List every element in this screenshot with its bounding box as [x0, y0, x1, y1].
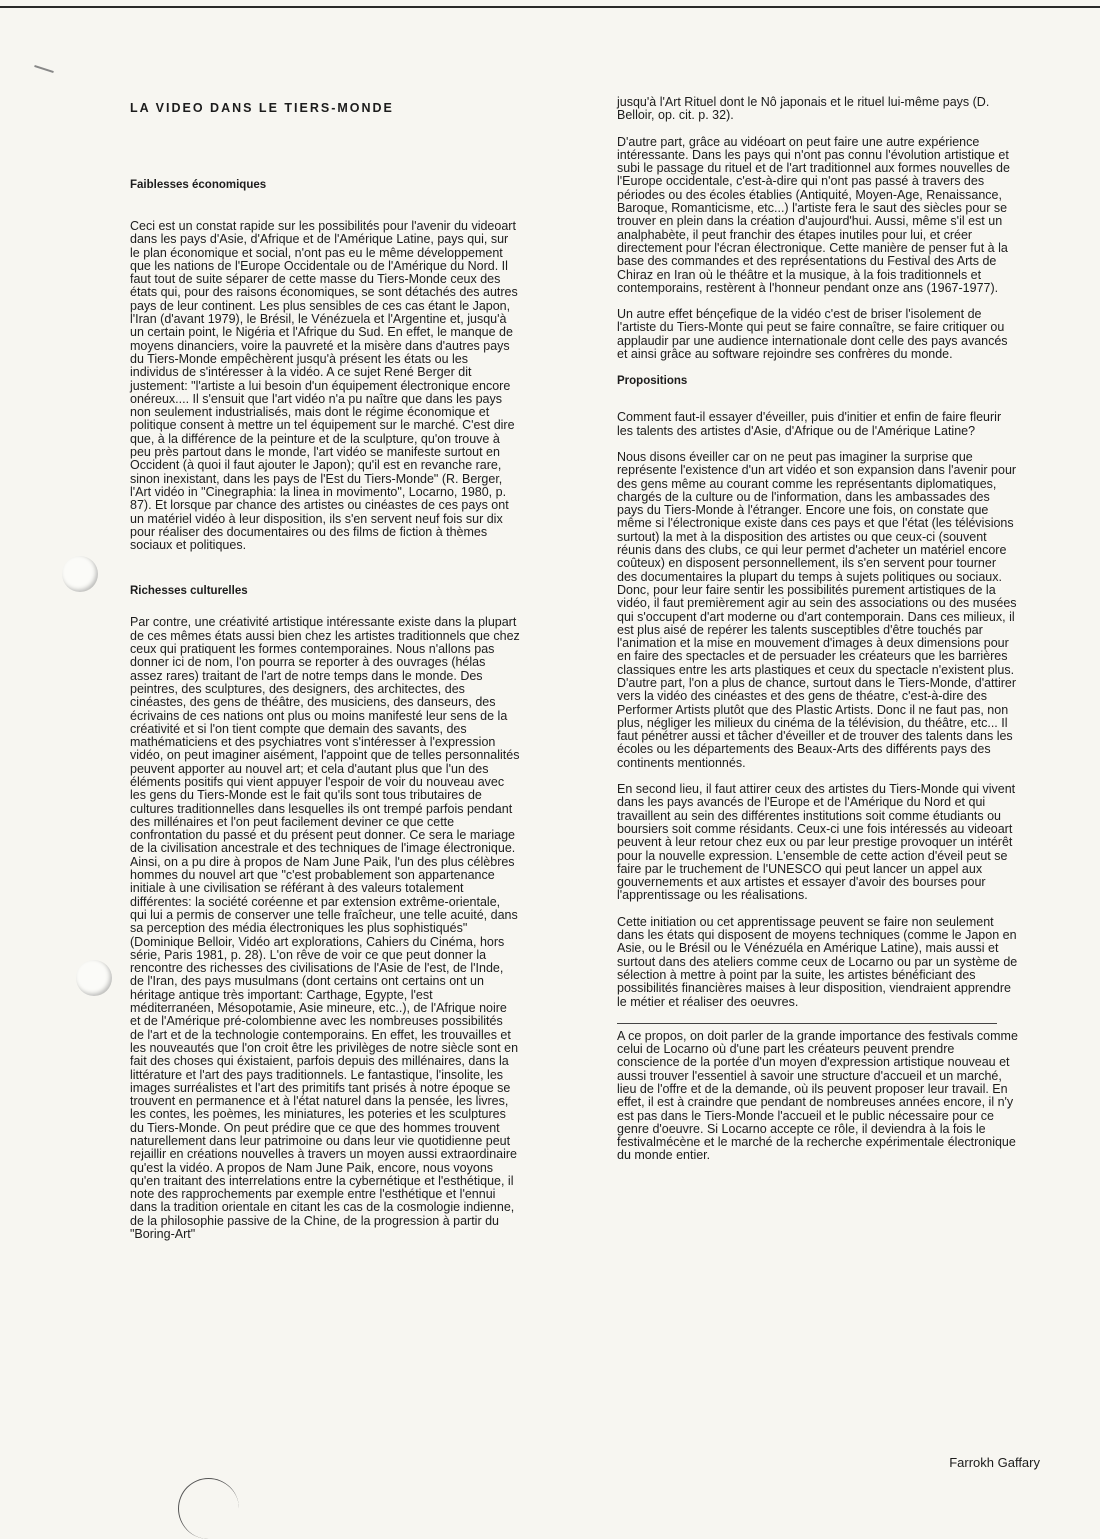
paragraph-faiblesses: Ceci est un constat rapide sur les possibilités pour l'avenir du videoart dans les pays d'Asie, d'Afrique et de l'Amérique Latine, pays qui, sur le plan économique et social, n'ont pas eu le même développement que les nations de l'Europe Occidentale ou de l'Amérique du Nord. Il faut tout de suite séparer de cette masse du Tiers-Monde ceux des états qui, pour des raisons économiques, se sont détachés des autres pays de leur continent. Les plus sensibles de ces cas étant le Japon, l'Iran (d'avant 1979), le Brésil, le Vénézuela et l'Argentine et, jusqu'à un certain point, le Nigéria et l'Afrique du Sud. En effet, le manque de moyens dinanciers, voire la pauvreté et la misère dans d'autres pays du Tiers-Monde empêchèrent jusqu'à présent les états ou les individus de s'intéresser à la vidéo. A ce sujet René Berger dit justement: "l'artiste a lui besoin d'un équipement électronique encore onéreux.... Il s'ensuit que l'art vidéo n'a pu naître que dans les pays non seulement industrialisés, mais dont le régime économique et politique consent à mettre un tel équipement sur le marché. C'est dire que, à la différence de la peinture et de la sculpture, qu'on trouve à peu près partout dans le monde, l'art vidéo se manifeste surtout en Occident (à quoi il faut ajouter le Japon); qu'il est en revanche rare, sinon inexistant, dans les pays de l'Est du Tiers-Monde" (R. Berger, l'Art vidéo in "Cinegraphia: la linea in movimento", Locarno, 1980, p. 87). Et lorsque par chance des artistes ou cinéastes de ces pays ont un matériel vidéo à leur disposition, ils s'en servent neuf fois sur dix pour réaliser des documentaires ou des films de fiction à thèmes sociaux et politiques. [130, 219, 518, 553]
punch-hole-top [62, 556, 98, 592]
paragraph-propositions-4: Cette initiation ou cet apprentissage peuvent se faire non seulement dans les états qui disposent de moyens techniques (comme le Japon en Asie, ou le Brésil ou le Vénézuéla en Amérique Latine), mais aussi et surtout dans des ateliers comme ceux de Locarno ou par un système de sélection à mettre à point par la suite, les artistes bénéficiant des possibilités financières maises à leur disposition, viendraient apprendre le métier et réaliser des oeuvres. [617, 914, 1018, 1009]
punch-hole-bottom [76, 960, 112, 996]
section-heading-richesses: Richesses culturelles [130, 585, 248, 598]
paragraph-propositions-1: Comment faut-il essayer d'éveiller, puis d'initier et enfin de faire fleurir les talents des artistes d'Asie, d'Afrique ou de l'Amérique Latine? [617, 410, 1002, 438]
paragraph-richesses-2: jusqu'à l'Art Rituel dont le Nô japonais et le rituel lui-même pays (D. Belloir, op. cit. p. 32). [617, 95, 990, 123]
page-top-edge [0, 6, 1100, 8]
author-signature: Farrokh Gaffary [949, 1455, 1040, 1470]
paragraph-propositions-3: En second lieu, il faut attirer ceux des artistes du Tiers-Monde qui vivent dans les pays avancés de l'Europe et de l'Amérique du Nord et qui travaillent au sein des différentes institutions soit comme étudiants ou boursiers soit comme résidants. Ceux-ci une fois intéressés au videoart peuvent à leur retour chez eux ou par leur prestige provoquer un intérêt pour la nouvelle expression. L'ensemble de cette action d'éveil peut se faire par le truchement de l'UNESCO qui peut lancer un appel aux gouvernements et aux artistes et essayer d'avoir des bourses pour l'apprentissage ou les réalisations. [617, 782, 1016, 903]
section-heading-faiblesses: Faiblesses économiques [130, 179, 267, 191]
section-divider-line [617, 1023, 997, 1024]
paragraph-richesses-4: Un autre effet bénçefique de la vidéo c'est de briser l'isolement de l'artiste du Tiers-Monte qui peut se faire connaître, se faire critiquer ou applaudir par une audience internationale dont celle des pays avancés et ainsi grâce au software rejoindre ses confrères du monde. [617, 307, 1008, 362]
paragraph-richesses-3: D'autre part, grâce au vidéoart on peut faire une autre expérience intéressante. Dans les pays qui n'ont pas connu l'évolution artistique et subi le passage du rituel et de l'art traditionnel aux formes nouvelles de l'Europe occidentale, c'est-à-dire qui n'ont pas passé à travers des périodes ou des écoles établies (Antiquité, Moyen-Age, Renaissance, Baroque, Romanticisme, etc...) l'artiste fera le saut des siècles pour se trouver en plein dans la création d'aujourd'hui. Aussi, même s'il est un analphabète, il peut franchir des étapes inutiles pour lui, et créer directement pour l'écran électronique. Cette manière de penser fut à la base des commandes et des représentations du Festival des Arts de Chiraz en Iran où le théâtre et la musique, à la fois traditionnels et contemporains, restèrent à l'honneur pendant onze ans (1967-1977). [617, 134, 1010, 295]
corner-mark [34, 65, 54, 73]
right-column [617, 96, 1019, 1163]
left-column [130, 96, 520, 1241]
paragraph-propositions-2: Nous disons éveiller car on ne peut pas imaginer la surprise que représente l'existence d'un art vidéo et son expansion dans l'avenir pour des gens même au courant comme les représentants diplomatiques, chargés de la culture ou de l'information, dans les ambassades des pays du Tiers-Monde à l'étranger. Encore une fois, on constate que même si l'électronique existe dans ces pays et que l'état (les télévisions surtout) la met à la disposition des artistes ou que ceux-ci (souvent réunis dans des clubs, ce qui leur permet d'acheter un matériel encore coûteux) en disposent personnellement, ils s'en servent pour tourner des documentaires la plupart du temps à sujets politiques ou sociaux. Donc, pour leur faire sentir les possibilités purement artistiques de la vidéo, il faut premièrement agir au sein des associations ou des musées qui s'occupent d'art moderne ou d'art contemporain. Dans ces milieux, il est plus aisé de repérer les talents susceptibles d'être touchés par l'animation et la mise en mouvement d'images à deux dimensions pour en faire des spectacles et de persuader les créateurs que les barrières classiques entre les arts plastiques et ceux du spectacle n'existent plus. D'autre part, l'on a plus de chance, surtout dans le Tiers-Monde, d'attirer vers la vidéo des cinéastes et des gens de théatre, c'est-à-dire des Performer Artists plutôt que des Plastic Artists. Donc il ne faut pas, non plus, négliger les milieux du cinéma de la télévision, du théâtre, etc... Il faut pénétrer aussi et tâcher d'éveiller et de trouver des talents dans les écoles ou les départements des Beaux-Arts des différents pays des continents mentionnés. [617, 449, 1017, 770]
document-title: LA VIDEO DANS LE TIERS-MONDE [130, 101, 394, 115]
section-heading-propositions: Propositions [617, 375, 688, 388]
paragraph-richesses-1: Par contre, une créativité artistique intéressante existe dans la plupart de ces mêmes états aussi bien chez les artistes traditionnels que chez ceux qui pratiquent les formes contemporaines. Nous n'allons pas donner ici de nom, l'on pourra se reporter à des ouvrages (hélas assez rares) traitant de l'art de notre temps dans le monde. Des peintres, des sculptures, des designers, des architectes, des cinéastes, des gens de théâtre, des musiciens, des danseurs, des écrivains de ces nations ont plus ou moins manifesté leur sens de la créativité et si l'on tient compte que demain des savants, des mathématiciens et des psychiatres vont s'intéresser à l'expression vidéo, on peut imaginer aisément, l'appoint que de telles personnalités peuvent apporter au nouvel art; et cela d'autant plus que l'un des éléments positifs qui vient appuyer l'espoir de voir du nouveau avec les gens du Tiers-Monde est le fait qu'ils sont tous tributaires de cultures traditionnelles dans lesquelles ils ont trempé parfois pendant des millénaires et l'on peut facilement deviner ce que cette confrontation du passé et du présent peut donner. Ce sera le mariage de la civilisation ancestrale et des techniques de l'image électronique. Ainsi, on a pu dire à propos de Nam June Paik, l'un des plus célèbres hommes du nouvel art que "c'est probablement son appartenance initiale à une civilisation se référant à des valeurs totalement différentes: la société coréenne et par extension extrême-orientale, qui lui a permis de conserver une telle fraîcheur, une telle acuité, dans sa perception des média électroniques les plus sophistiqués" (Dominique Belloir, Vidéo art explorations, Cahiers du Cinéma, hors série, Paris 1981, p. 28). L'on rêve de voir ce que peut donner la rencontre des richesses des civilisations de l'Asie de l'est, de l'Inde, de l'Iran, des pays musulmans (dont certains ont certains ont un héritage antique très important: Carthage, Egypte, l'est méditerranéen, Mésopotamie, Asie mineure, etc..), de l'Afrique noire et de l'Amérique pré-colombienne avec les nombreuses possibilités de l'art et de la technologie contemporains. En effet, les trouvailles et les nouveautés que l'on croit être les privilèges de notre siècle sont en fait des choses qui éxistaient, parfois depuis des millénaires, dans la littérature et l'art des pays traditionnels. Le fantastique, l'insolite, les images surréalistes et l'art des primitifs tant prisés à notre époque se trouvent en permanence et à l'état naturel dans la pensée, les livres, les contes, les poèmes, les miniatures, les poteries et les sculptures du Tiers-Monde. On peut prédire que ce que des hommes trouvent naturellement dans leur patrimoine ou dans leur vie quotidienne peut rejaillir en créations nouvelles à travers un moyen aussi extraordinaire qu'est la vidéo. A propos de Nam June Paik, encore, nous voyons qu'en traitant des interrelations entre la cybernétique et l'esthétique, il note des rapprochements par exemple entre l'esthétique et l'ennui dans la tradition orientale en citant les cas de la cosmologie indienne, de la philosophie passive de la Chine, de la progression à partir du "Boring-Art" [130, 615, 520, 1242]
paragraph-propositions-5: A ce propos, on doit parler de la grande importance des festivals comme celui de Locarno où d'une part les créateurs peuvent prendre conscience de la portée d'un moyen d'expression artistique nouveau et aussi trouver l'essentiel à savoir une structure d'accueil et un marché, lieu de l'offre et de la demande, où ils peuvent proposer leur travail. En effet, il est à craindre que pendant de nombreuses années encore, il n'y est pas dans le Tiers-Monde l'accueil et le public nécessaire pour ce genre d'oeuvre. Si Locarno accepte ce rôle, il deviendra à la fois le festivalmécène et le marché de la recherche expérimentale électronique du monde entier. [617, 1028, 1018, 1163]
corner-curve-mark [178, 1478, 239, 1539]
